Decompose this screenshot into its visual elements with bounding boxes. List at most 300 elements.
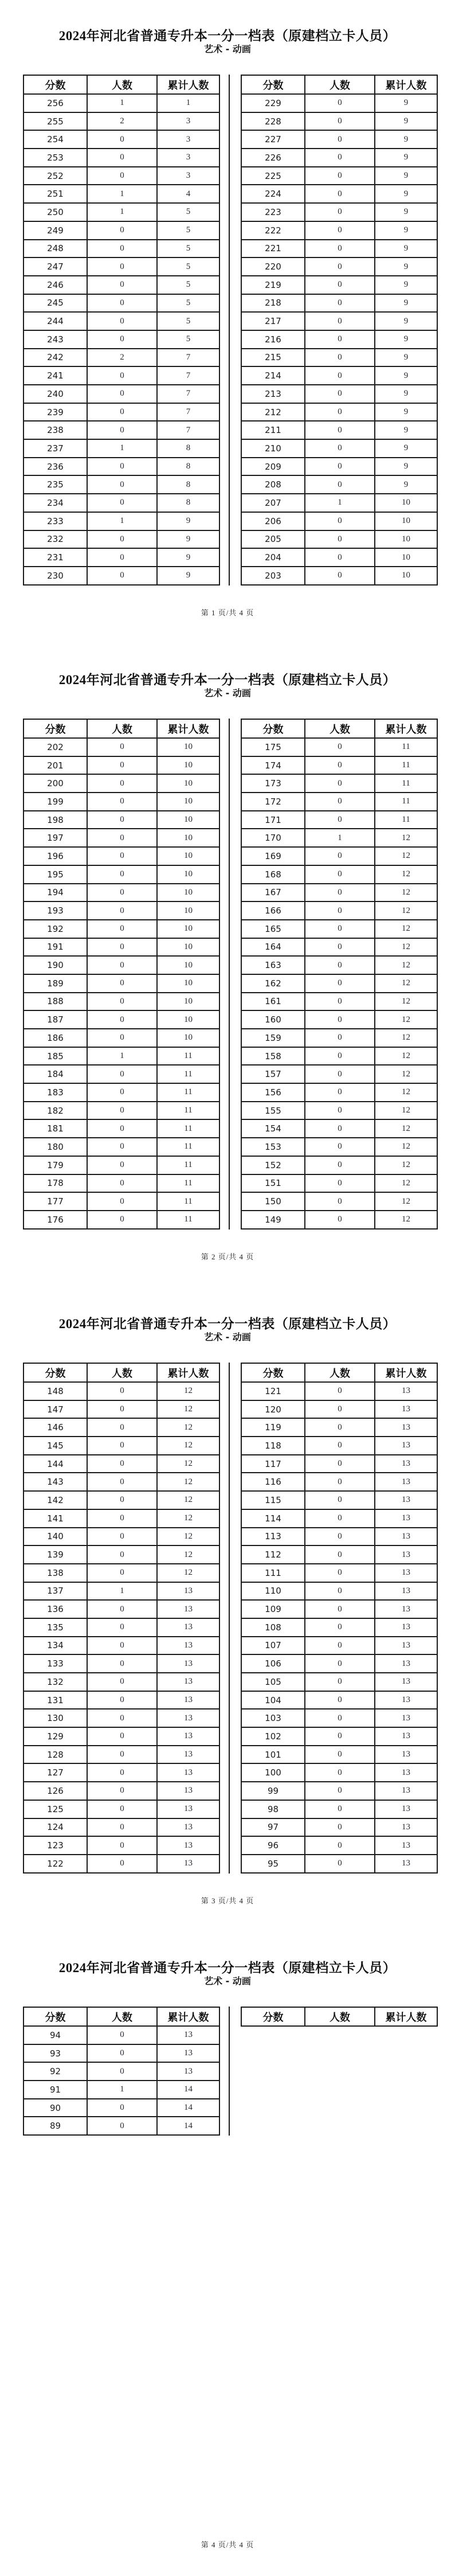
score-cell: 242: [23, 349, 87, 367]
page-3: [0, 1288, 455, 1932]
score-cell: 117: [241, 1455, 305, 1473]
score-cell: 97: [241, 1818, 305, 1837]
score-cell: 234: [23, 494, 87, 512]
score-cell: 181: [23, 1119, 87, 1138]
cumulative-cell: 12: [375, 1119, 437, 1138]
table-row: [23, 1156, 219, 1174]
count-cell: 0: [87, 567, 157, 585]
col-header-score: 分数: [23, 1363, 87, 1382]
count-cell: 0: [87, 756, 157, 775]
table-row: [23, 330, 219, 349]
cumulative-cell: 12: [157, 1400, 219, 1419]
score-cell: 204: [241, 548, 305, 567]
table-row: [23, 494, 219, 512]
score-cell: 243: [23, 330, 87, 349]
table-row: [241, 240, 437, 258]
count-cell: 0: [305, 512, 375, 530]
cumulative-cell: 5: [157, 221, 219, 240]
cumulative-cell: 10: [157, 1010, 219, 1029]
score-cell: 241: [23, 366, 87, 385]
count-cell: 0: [305, 475, 375, 494]
score-cell: 236: [23, 458, 87, 476]
count-cell: 0: [305, 901, 375, 920]
count-cell: 0: [305, 1654, 375, 1673]
table-row: [241, 1211, 437, 1229]
count-cell: 0: [305, 1637, 375, 1655]
count-cell: 0: [87, 1509, 157, 1528]
cumulative-cell: 10: [157, 938, 219, 957]
table-row: [241, 1709, 437, 1727]
score-cell: 138: [23, 1564, 87, 1582]
cumulative-cell: 13: [157, 1654, 219, 1673]
table-row: [23, 112, 219, 131]
count-cell: 0: [87, 221, 157, 240]
score-cell: 225: [241, 167, 305, 185]
score-cell: 110: [241, 1582, 305, 1601]
table-row: [241, 1047, 437, 1065]
cumulative-cell: 13: [375, 1654, 437, 1673]
cumulative-cell: 12: [375, 974, 437, 993]
score-cell: 253: [23, 149, 87, 167]
cumulative-cell: 7: [157, 385, 219, 403]
count-cell: 0: [87, 1010, 157, 1029]
score-cell: 107: [241, 1637, 305, 1655]
col-header-cumulative: 累计人数: [375, 2007, 437, 2026]
count-cell: 0: [87, 366, 157, 385]
score-cell: 183: [23, 1083, 87, 1102]
cumulative-cell: 11: [157, 1192, 219, 1211]
score-cell: 142: [23, 1491, 87, 1509]
score-cell: 158: [241, 1047, 305, 1065]
count-cell: 0: [305, 1156, 375, 1174]
score-cell: 232: [23, 530, 87, 549]
table-row: [23, 920, 219, 938]
cumulative-cell: 9: [157, 567, 219, 585]
cumulative-cell: 12: [375, 847, 437, 865]
table-row: [241, 1782, 437, 1800]
count-cell: 0: [305, 1491, 375, 1509]
count-cell: 0: [305, 974, 375, 993]
count-cell: 0: [87, 1400, 157, 1419]
count-cell: 0: [87, 330, 157, 349]
count-cell: 0: [87, 1654, 157, 1673]
count-cell: 0: [87, 1418, 157, 1437]
count-cell: 0: [305, 1119, 375, 1138]
table-row: [23, 1138, 219, 1156]
count-cell: 0: [87, 1673, 157, 1691]
count-cell: 0: [305, 756, 375, 775]
cumulative-cell: 13: [375, 1818, 437, 1837]
count-cell: 0: [305, 1473, 375, 1491]
count-cell: 0: [305, 1437, 375, 1455]
count-cell: 0: [305, 349, 375, 367]
cumulative-cell: 12: [375, 1102, 437, 1120]
count-cell: 0: [87, 938, 157, 957]
table-row: [241, 1564, 437, 1582]
table-row: [23, 385, 219, 403]
table-body: [241, 738, 437, 1229]
count-cell: 0: [305, 1509, 375, 1528]
score-cell: 133: [23, 1654, 87, 1673]
cumulative-cell: 7: [157, 349, 219, 367]
count-cell: 0: [305, 1083, 375, 1102]
page-title: 2024年河北省普通专升本一分一档表（原建档立卡人员）: [58, 29, 397, 43]
count-cell: 0: [87, 1618, 157, 1637]
count-cell: 0: [87, 1727, 157, 1746]
table-row: [23, 240, 219, 258]
col-header-cumulative: 累计人数: [157, 2007, 219, 2026]
table-row: [23, 865, 219, 884]
cumulative-cell: 13: [157, 1746, 219, 1764]
table-row: [241, 847, 437, 865]
cumulative-cell: 12: [375, 1192, 437, 1211]
count-cell: 0: [87, 1102, 157, 1120]
col-header-count: 人数: [87, 719, 157, 738]
score-cell: 170: [241, 829, 305, 847]
count-cell: 0: [87, 1382, 157, 1400]
table-row: [23, 1727, 219, 1746]
count-cell: 0: [87, 403, 157, 421]
count-cell: 0: [87, 1211, 157, 1229]
cumulative-cell: 9: [375, 349, 437, 367]
count-cell: 0: [305, 1382, 375, 1400]
count-cell: 0: [305, 276, 375, 294]
col-header-score: 分数: [241, 75, 305, 94]
count-cell: 0: [87, 1455, 157, 1473]
table-row: [241, 1855, 437, 1873]
score-cell: 154: [241, 1119, 305, 1138]
cumulative-cell: 9: [157, 548, 219, 567]
score-cell: 245: [23, 294, 87, 313]
count-cell: 0: [305, 1047, 375, 1065]
table-row: [241, 421, 437, 439]
score-cell: 205: [241, 530, 305, 549]
table-row: [23, 1211, 219, 1229]
count-cell: 1: [305, 494, 375, 512]
cumulative-cell: 13: [157, 1836, 219, 1855]
score-cell: 249: [23, 221, 87, 240]
score-cell: 126: [23, 1782, 87, 1800]
table-row: [23, 756, 219, 775]
table-row: [23, 774, 219, 793]
cumulative-cell: 8: [157, 458, 219, 476]
count-cell: 0: [305, 385, 375, 403]
score-cell: 207: [241, 494, 305, 512]
score-cell: 230: [23, 567, 87, 585]
cumulative-cell: 10: [375, 548, 437, 567]
table-row: [241, 993, 437, 1011]
table-row: [241, 312, 437, 330]
count-cell: 0: [87, 1156, 157, 1174]
cumulative-cell: 5: [157, 276, 219, 294]
cumulative-cell: 9: [375, 330, 437, 349]
count-cell: 0: [87, 1473, 157, 1491]
table-divider: [229, 75, 230, 586]
col-header-cumulative: 累计人数: [157, 75, 219, 94]
score-cell: 115: [241, 1491, 305, 1509]
cumulative-cell: 3: [157, 149, 219, 167]
table-row: [23, 1400, 219, 1419]
score-cell: 200: [23, 774, 87, 793]
page-title: 2024年河北省普通专升本一分一档表（原建档立卡人员）: [58, 673, 397, 687]
page-subtitle: 艺术 - 动画: [204, 688, 251, 698]
cumulative-cell: 12: [157, 1491, 219, 1509]
count-cell: 0: [305, 1192, 375, 1211]
score-cell: 123: [23, 1836, 87, 1855]
count-cell: 0: [87, 901, 157, 920]
table-row: [241, 1010, 437, 1029]
score-table-right: [241, 2007, 438, 2027]
cumulative-cell: 12: [375, 865, 437, 884]
count-cell: 0: [305, 1211, 375, 1229]
table-row: [241, 149, 437, 167]
cumulative-cell: 13: [375, 1509, 437, 1528]
score-cell: 240: [23, 385, 87, 403]
table-row: [241, 1029, 437, 1047]
table-row: [241, 1083, 437, 1102]
score-cell: 120: [241, 1400, 305, 1419]
page-subtitle: 艺术 - 动画: [204, 44, 251, 54]
score-cell: 206: [241, 512, 305, 530]
score-cell: 148: [23, 1382, 87, 1400]
score-cell: 168: [241, 865, 305, 884]
score-cell: 189: [23, 974, 87, 993]
table-row: [23, 312, 219, 330]
table-row: [241, 439, 437, 458]
score-cell: 177: [23, 1192, 87, 1211]
count-cell: 0: [87, 257, 157, 276]
table-row: [241, 1065, 437, 1083]
cumulative-cell: 10: [375, 512, 437, 530]
count-cell: 0: [305, 221, 375, 240]
cumulative-cell: 11: [375, 756, 437, 775]
score-cell: 209: [241, 458, 305, 476]
count-cell: 0: [305, 240, 375, 258]
cumulative-cell: 13: [157, 1582, 219, 1601]
count-cell: 0: [87, 276, 157, 294]
cumulative-cell: 12: [375, 1065, 437, 1083]
cumulative-cell: 12: [375, 1029, 437, 1047]
table-row: [23, 149, 219, 167]
table-row: [23, 974, 219, 993]
score-cell: 156: [241, 1083, 305, 1102]
cumulative-cell: 11: [157, 1047, 219, 1065]
score-cell: 217: [241, 312, 305, 330]
cumulative-cell: 13: [157, 1618, 219, 1637]
table-row: [23, 2062, 219, 2081]
cumulative-cell: 9: [375, 312, 437, 330]
score-cell: 118: [241, 1437, 305, 1455]
cumulative-cell: 13: [157, 1600, 219, 1618]
score-cell: 162: [241, 974, 305, 993]
score-cell: 239: [23, 403, 87, 421]
cumulative-cell: 12: [157, 1564, 219, 1582]
count-cell: 0: [305, 185, 375, 203]
count-cell: 0: [305, 94, 375, 112]
count-cell: 1: [87, 512, 157, 530]
cumulative-cell: 11: [157, 1119, 219, 1138]
score-cell: 176: [23, 1211, 87, 1229]
table-row: [23, 1455, 219, 1473]
score-cell: 216: [241, 330, 305, 349]
score-cell: 150: [241, 1192, 305, 1211]
table-row: [241, 1800, 437, 1818]
cumulative-cell: 9: [375, 240, 437, 258]
count-cell: 0: [87, 1437, 157, 1455]
score-cell: 145: [23, 1437, 87, 1455]
cumulative-cell: 14: [157, 2117, 219, 2135]
score-cell: 244: [23, 312, 87, 330]
cumulative-cell: 9: [375, 458, 437, 476]
score-cell: 146: [23, 1418, 87, 1437]
score-cell: 231: [23, 548, 87, 567]
col-header-count: 人数: [87, 75, 157, 94]
score-cell: 172: [241, 793, 305, 811]
col-header-cumulative: 累计人数: [375, 719, 437, 738]
table-row: [241, 257, 437, 276]
count-cell: 0: [87, 738, 157, 756]
cumulative-cell: 11: [157, 1065, 219, 1083]
table-row: [241, 276, 437, 294]
table-row: [241, 475, 437, 494]
cumulative-cell: 13: [375, 1800, 437, 1818]
col-header-score: 分数: [23, 719, 87, 738]
count-cell: 0: [87, 1818, 157, 1837]
count-cell: 0: [305, 811, 375, 829]
score-cell: 161: [241, 993, 305, 1011]
cumulative-cell: 13: [157, 1800, 219, 1818]
table-row: [241, 403, 437, 421]
count-cell: 0: [87, 1600, 157, 1618]
score-cell: 184: [23, 1065, 87, 1083]
header-row: [23, 1363, 219, 1382]
count-cell: 0: [305, 1855, 375, 1873]
count-cell: 1: [87, 1047, 157, 1065]
cumulative-cell: 11: [157, 1138, 219, 1156]
table-row: [23, 1818, 219, 1837]
score-table-left: [23, 75, 220, 586]
score-table-left: [23, 719, 220, 1230]
page-footer: 第 3 页/共 4 页: [201, 1896, 254, 1905]
table-row: [23, 1600, 219, 1618]
col-header-count: 人数: [87, 2007, 157, 2026]
cumulative-cell: 12: [157, 1382, 219, 1400]
table-row: [23, 130, 219, 149]
count-cell: 0: [305, 1010, 375, 1029]
table-row: [23, 421, 219, 439]
table-row: [23, 1582, 219, 1601]
table-row: [23, 956, 219, 974]
table-row: [241, 756, 437, 775]
cumulative-cell: 3: [157, 112, 219, 131]
table-row: [23, 1836, 219, 1855]
count-cell: 0: [87, 1083, 157, 1102]
count-cell: 0: [305, 865, 375, 884]
table-row: [23, 1382, 219, 1400]
table-row: [241, 1102, 437, 1120]
score-cell: 191: [23, 938, 87, 957]
count-cell: 0: [87, 1763, 157, 1782]
score-cell: 89: [23, 2117, 87, 2135]
count-cell: 0: [305, 993, 375, 1011]
score-cell: 202: [23, 738, 87, 756]
score-cell: 136: [23, 1600, 87, 1618]
score-cell: 215: [241, 349, 305, 367]
score-cell: 196: [23, 847, 87, 865]
page-title: 2024年河北省普通专升本一分一档表（原建档立卡人员）: [58, 1961, 397, 1975]
cumulative-cell: 7: [157, 421, 219, 439]
cumulative-cell: 12: [157, 1473, 219, 1491]
score-cell: 222: [241, 221, 305, 240]
score-cell: 103: [241, 1709, 305, 1727]
cumulative-cell: 10: [157, 774, 219, 793]
score-cell: 224: [241, 185, 305, 203]
cumulative-cell: 11: [157, 1083, 219, 1102]
count-cell: 0: [305, 403, 375, 421]
score-cell: 139: [23, 1545, 87, 1564]
table-row: [241, 294, 437, 313]
score-cell: 92: [23, 2062, 87, 2081]
score-cell: 211: [241, 421, 305, 439]
col-header-cumulative: 累计人数: [157, 1363, 219, 1382]
cumulative-cell: 13: [157, 1727, 219, 1746]
table-row: [241, 1119, 437, 1138]
cumulative-cell: 13: [375, 1528, 437, 1546]
count-cell: 0: [305, 1618, 375, 1637]
score-cell: 143: [23, 1473, 87, 1491]
count-cell: 1: [305, 829, 375, 847]
cumulative-cell: 9: [375, 167, 437, 185]
count-cell: 0: [87, 2026, 157, 2044]
table-row: [23, 458, 219, 476]
score-cell: 122: [23, 1855, 87, 1873]
cumulative-cell: 11: [157, 1156, 219, 1174]
score-cell: 94: [23, 2026, 87, 2044]
count-cell: 0: [87, 312, 157, 330]
table-row: [241, 221, 437, 240]
cumulative-cell: 10: [157, 901, 219, 920]
table-row: [23, 1637, 219, 1655]
table-row: [23, 1083, 219, 1102]
score-cell: 180: [23, 1138, 87, 1156]
score-cell: 102: [241, 1727, 305, 1746]
cumulative-cell: 12: [375, 829, 437, 847]
score-cell: 114: [241, 1509, 305, 1528]
cumulative-cell: 1: [157, 94, 219, 112]
score-cell: 175: [241, 738, 305, 756]
count-cell: 0: [87, 774, 157, 793]
table-row: [23, 1545, 219, 1564]
cumulative-cell: 9: [375, 385, 437, 403]
table-body: [23, 2026, 219, 2135]
table-divider: [229, 2007, 230, 2136]
count-cell: 0: [305, 1691, 375, 1709]
score-cell: 152: [241, 1156, 305, 1174]
cumulative-cell: 12: [375, 1047, 437, 1065]
cumulative-cell: 12: [157, 1509, 219, 1528]
table-row: [241, 738, 437, 756]
score-cell: 104: [241, 1691, 305, 1709]
table-row: [23, 2044, 219, 2063]
cumulative-cell: 9: [375, 421, 437, 439]
table-row: [23, 2099, 219, 2117]
score-cell: 159: [241, 1029, 305, 1047]
table-row: [241, 458, 437, 476]
cumulative-cell: 4: [157, 185, 219, 203]
count-cell: 0: [305, 530, 375, 549]
table-row: [23, 738, 219, 756]
table-row: [23, 829, 219, 847]
